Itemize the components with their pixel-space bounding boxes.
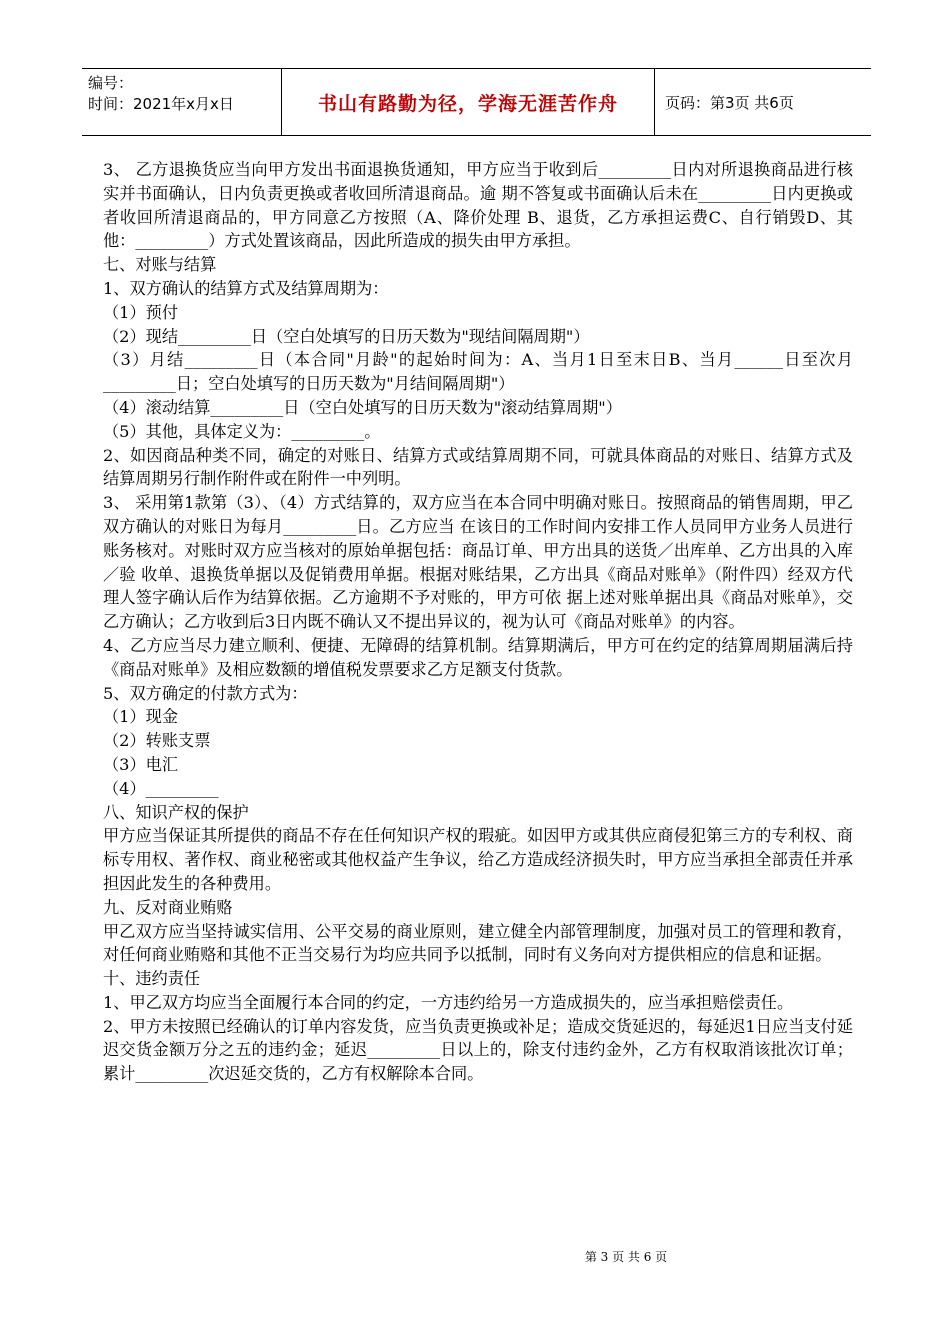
section-heading: 十、违约责任	[103, 969, 201, 989]
list-item: （1）预付	[103, 302, 179, 322]
list-item: （2）现结_________日（空白处填写的日历天数为"现结间隔周期"）	[103, 326, 590, 346]
section-heading: 九、反对商业贿赂	[103, 897, 233, 917]
paragraph: 1、双方确认的结算方式及结算周期为：	[103, 278, 389, 298]
time-label: 时间：2021年x月x日	[88, 95, 234, 113]
document-body	[103, 158, 853, 1086]
list-item: （3）月结_________日（本合同"月龄"的起始时间为：A、当月1日至末日B、当月______日至次月_________日；空白处填写的日历天数为"月结间隔周期"）	[103, 350, 853, 394]
paragraph: 3、 乙方退换货应当向甲方发出书面退换货通知，甲方应当于收到后_________日内对所退换商品进行核实并书面确认，日内负责更换或者收回所清退商品。逾 期不答复或书面确认后未在_________日内更换或者收回所清退商品的，甲方同意乙方按照（A、降价处理 B、退货，乙方承担运费C、自行销毁D、其 他：_________）方式处置该商品，因此所造成的损失由甲方承担。	[103, 160, 853, 251]
paragraph: 2、如因商品种类不同，确定的对账日、结算方式或结算周期不同，可就具体商品的对账日、结算方式及结算周期另行制作附件或在附件一中列明。	[103, 445, 853, 489]
page-footer: 第 3 页 共 6 页	[584, 1250, 668, 1264]
list-item: （2）转账支票	[103, 731, 211, 751]
list-item: （3）电汇	[103, 754, 179, 774]
header-page-info: 页码：第3页 共6页	[665, 93, 794, 112]
section-heading: 八、知识产权的保护	[103, 802, 249, 822]
page-header	[82, 68, 871, 136]
section-heading: 七、对账与结算	[103, 255, 217, 275]
paragraph: 3、 采用第1款第（3）、（4）方式结算的，双方应当在本合同中明确对账日。按照商品的销售周期，甲乙双方确认的对账日为每月_________日。乙方应当 在该日的工作时间内安排工作人员同甲方业务人员进行账务核对。对账时双方应当核对的原始单据包括：商品订单、甲方出具的送货／出库单、乙方出具的入库／验 收单、退换货单据以及促销费用单据。根据对账结果，乙方出具《商品对账单》（附件四）经双方代理人签字确认后作为结算依据。乙方逾期不予对账的，甲方可依 据上述对账单据出具《商品对账单》，交乙方确认；乙方收到后3日内既不确认又不提出异议的，视为认可《商品对账单》的内容。	[103, 493, 853, 632]
paragraph: 4、乙方应当尽力建立顺利、便捷、无障碍的结算机制。结算期满后，甲方可在约定的结算周期届满后持《商品对账单》及相应数额的增值税发票要求乙方足额支付货款。	[103, 635, 853, 679]
paragraph: 5、双方确定的付款方式为：	[103, 683, 308, 703]
header-meta	[82, 69, 282, 135]
paragraph: 甲方应当保证其所提供的商品不存在任何知识产权的瑕疵。如因甲方或其供应商侵犯第三方的专利权、商标专用权、著作权、商业秘密或其他权益产生争议，给乙方造成经济损失时，甲方应当承担全部责任并承担因此发生的各种费用。	[103, 826, 853, 893]
paragraph: 2、甲方未按照已经确认的订单内容发货，应当负责更换或补足；造成交货延迟的，每延迟1日应当支付延迟交货金额万分之五的违约金；延迟_________日以上的，除支付违约金外，乙方有权取消该批次订单；累计_________次迟延交货的，乙方有权解除本合同。	[103, 1016, 853, 1084]
paragraph: 1、甲乙双方均应当全面履行本合同的约定，一方违约给另一方造成损失的，应当承担赔偿责任。	[103, 992, 794, 1012]
list-item: （5）其他，具体定义为：_________。	[103, 421, 381, 441]
paragraph: 甲乙双方应当坚持诚实信用、公平交易的商业原则，建立健全内部管理制度，加强对员工的管理和教育，对任何商业贿赂和其他不正当交易行为均应共同予以抵制，同时有义务向对方提供相应的信息和证据。	[103, 921, 853, 965]
list-item: （4）滚动结算_________日（空白处填写的日历天数为"滚动结算周期"）	[103, 397, 622, 417]
header-motto: 书山有路勤为径，学海无涯苦作舟	[282, 69, 655, 135]
list-item: （1）现金	[103, 707, 179, 727]
code-label: 编号：	[88, 74, 134, 92]
list-item: （4）_________	[103, 778, 219, 798]
